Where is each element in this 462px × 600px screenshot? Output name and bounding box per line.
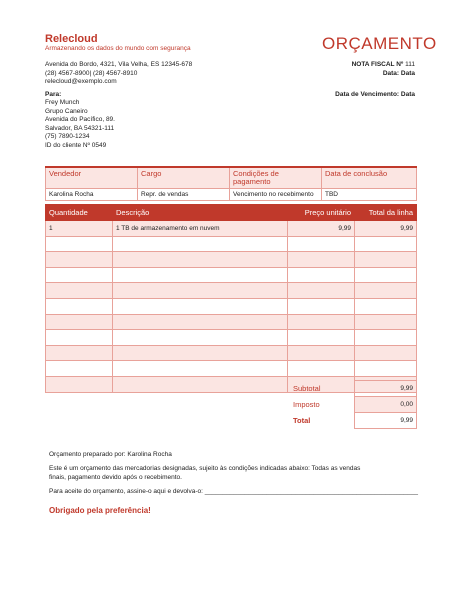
header-description: Descrição: [113, 205, 288, 221]
table-row: [46, 221, 417, 237]
unit-price-cell[interactable]: [288, 283, 355, 299]
sender-block: [45, 61, 192, 87]
unit-price-cell[interactable]: 9,99: [288, 221, 355, 237]
due-date: [335, 91, 415, 98]
table-row: [46, 298, 417, 314]
role-cell[interactable]: Repr. de vendas: [138, 189, 230, 201]
total-label: Total: [293, 416, 311, 425]
unit-price-cell[interactable]: [288, 252, 355, 268]
recipient-label: Para:: [45, 91, 62, 98]
acceptance-signature-line: Para aceite do orçamento, assine-o aqui e devolva-o: ___________________________________________________________: [49, 488, 419, 495]
header-line-total: Total da linha: [355, 205, 417, 221]
terms-note: Este é um orçamento das mercadorias designadas, sujeito às condições indicadas abaixo: Todas as vendas finais, pagamento devido após o recebimento.: [49, 465, 361, 481]
vendor-cell[interactable]: Karolina Rocha: [46, 189, 138, 201]
unit-price-cell[interactable]: [288, 298, 355, 314]
company-tagline: Armazenando os dados do mundo com segurança: [45, 45, 191, 52]
sender-address: Avenida do Bordo, 4321, Vila Velha, ES 12345-678: [45, 61, 193, 68]
description-cell[interactable]: 1 TB de armazenamento em nuvem: [113, 221, 288, 237]
table-row: [46, 283, 417, 299]
recipient-company: Grupo Caneiro: [45, 107, 88, 115]
invoice-number-label: NOTA FISCAL Nº: [351, 61, 404, 68]
date-label: Data:: [382, 69, 400, 77]
description-cell[interactable]: [113, 298, 288, 314]
quantity-cell[interactable]: [46, 361, 113, 377]
table-row: [46, 252, 417, 268]
recipient-street: Avenida do Pacífico, 89.: [45, 116, 115, 123]
description-cell[interactable]: [113, 361, 288, 377]
quantity-cell[interactable]: 1: [46, 221, 113, 237]
prepared-by: Orçamento preparado por: Karolina Rocha: [49, 451, 172, 458]
line-total-cell[interactable]: 9,99: [355, 221, 417, 237]
line-total-cell[interactable]: [355, 314, 417, 330]
line-total-cell[interactable]: [355, 298, 417, 314]
table-row: [46, 330, 417, 346]
header-quantity: Quantidade: [46, 205, 113, 221]
tax-value[interactable]: 0,00: [355, 397, 417, 413]
total-value[interactable]: 9,99: [355, 413, 417, 429]
subtotal-label: Subtotal: [293, 384, 321, 393]
recipient-name: Frey Munch: [45, 99, 80, 106]
description-cell[interactable]: [113, 345, 288, 361]
line-total-cell[interactable]: [355, 330, 417, 346]
table-row: [46, 267, 417, 283]
header-vendor: Vendedor: [46, 167, 138, 189]
thank-you-message: Obrigado pela preferência!: [49, 506, 151, 515]
tax-label: Imposto: [293, 400, 320, 409]
line-total-cell[interactable]: [355, 252, 417, 268]
document-title: ORÇAMENTO: [322, 34, 437, 53]
description-cell[interactable]: [113, 314, 288, 330]
unit-price-cell[interactable]: [288, 314, 355, 330]
header-unit-price: Preço unitário: [288, 205, 355, 221]
unit-price-cell[interactable]: [288, 267, 355, 283]
client-id: ID do cliente Nº 0549: [45, 141, 107, 149]
table-row: [46, 314, 417, 330]
invoice-number: 111: [405, 61, 415, 68]
description-cell[interactable]: [113, 376, 288, 392]
quantity-cell[interactable]: [46, 376, 113, 392]
quantity-cell[interactable]: [46, 252, 113, 268]
unit-price-cell[interactable]: [288, 345, 355, 361]
date-value: Data: [400, 69, 415, 77]
description-cell[interactable]: [113, 252, 288, 268]
description-cell[interactable]: [113, 330, 288, 346]
description-cell[interactable]: [113, 267, 288, 283]
quantity-cell[interactable]: [46, 236, 113, 252]
payment-terms-cell[interactable]: Vencimento no recebimento: [230, 189, 322, 201]
due-date-value: Data: [400, 91, 415, 98]
recipient-phone: (75) 7890-1234: [45, 133, 90, 140]
recipient-block: [45, 99, 115, 150]
header-role: Cargo: [138, 167, 230, 189]
description-cell[interactable]: [113, 236, 288, 252]
subtotal-value[interactable]: 9,99: [355, 381, 417, 397]
due-date-label: Data de Vencimento:: [335, 91, 400, 98]
recipient-city: Salvador, BA 54321-111: [45, 124, 115, 132]
quantity-cell[interactable]: [46, 345, 113, 361]
unit-price-cell[interactable]: [288, 361, 355, 377]
line-total-cell[interactable]: [355, 267, 417, 283]
sender-email: relecloud@exemplo.com: [45, 78, 117, 85]
table-row: [46, 361, 417, 377]
line-total-cell[interactable]: [355, 236, 417, 252]
line-total-cell[interactable]: [355, 361, 417, 377]
unit-price-cell[interactable]: [288, 236, 355, 252]
quantity-cell[interactable]: [46, 298, 113, 314]
quantity-cell[interactable]: [46, 267, 113, 283]
header-completion-date: Data de conclusão: [322, 167, 417, 189]
completion-date-cell[interactable]: TBD: [322, 189, 417, 201]
quantity-cell[interactable]: [46, 314, 113, 330]
description-cell[interactable]: [113, 283, 288, 299]
line-total-cell[interactable]: [355, 283, 417, 299]
header-payment-terms: Condições de pagamento: [230, 167, 322, 189]
unit-price-cell[interactable]: [288, 330, 355, 346]
quantity-cell[interactable]: [46, 330, 113, 346]
invoice-meta: [352, 61, 415, 78]
table-row: [46, 236, 417, 252]
sales-info-table: [45, 166, 417, 201]
sender-phones: (28) 4567-8900| (28) 4567-8910: [45, 69, 138, 77]
items-table: [45, 204, 417, 393]
totals-table: [290, 380, 417, 429]
company-name: Relecloud: [45, 33, 98, 45]
quantity-cell[interactable]: [46, 283, 113, 299]
line-total-cell[interactable]: [355, 345, 417, 361]
table-row: [46, 345, 417, 361]
